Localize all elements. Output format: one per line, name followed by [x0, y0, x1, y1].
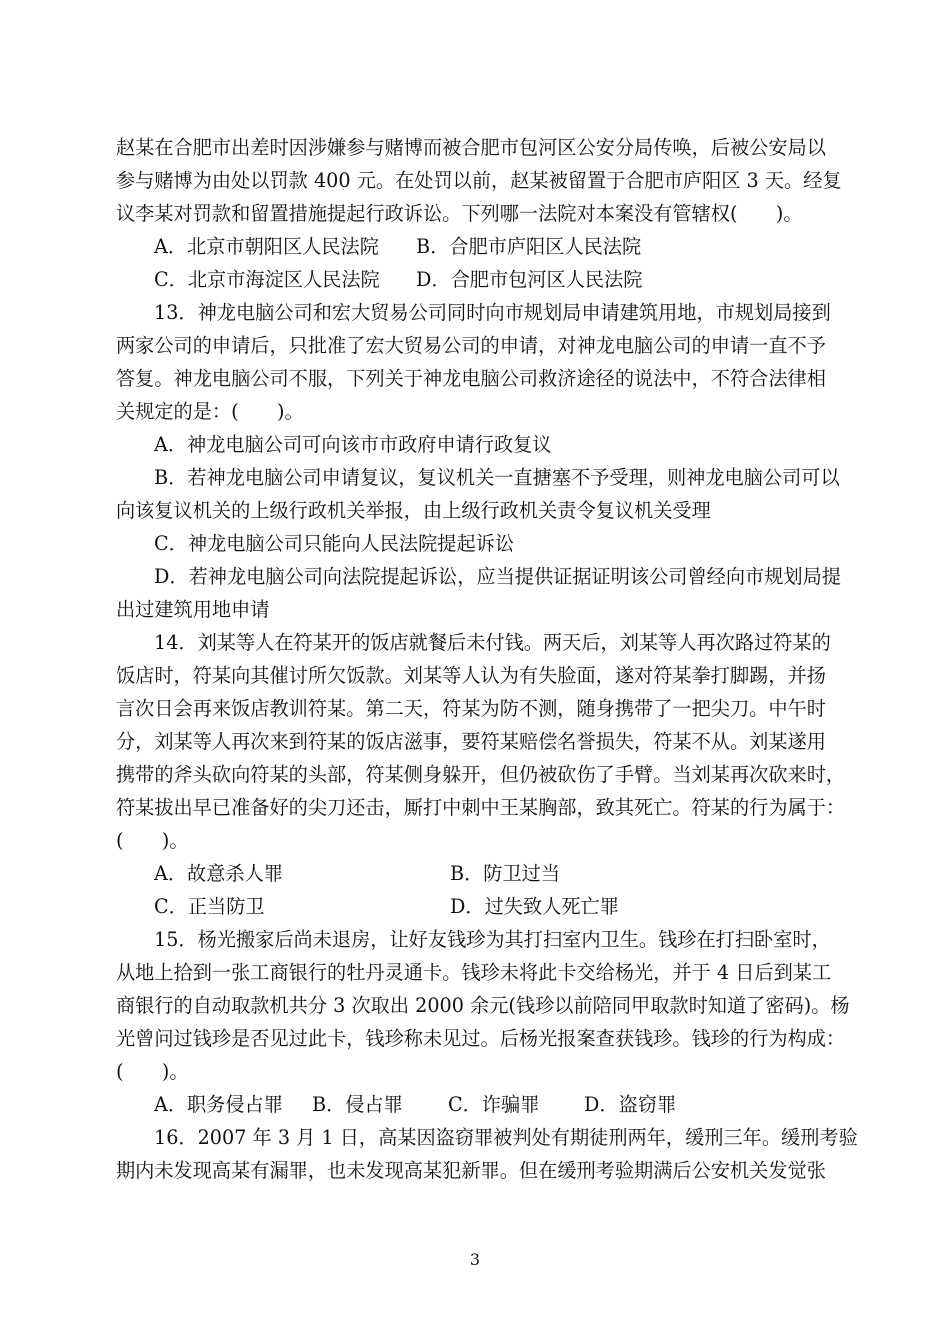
- q12-option-c: C．北京市海淀区人民法院: [154, 268, 380, 291]
- q14-option-c: C．正当防卫: [154, 895, 265, 918]
- q14-option-a: A．故意杀人罪: [154, 862, 283, 885]
- q15-stem-line: ( )。: [116, 1060, 189, 1083]
- q12-stem-line: 议李某对罚款和留置措施提起行政诉讼。下列哪一法院对本案没有管辖权( )。: [116, 202, 803, 225]
- q14-stem-line: 携带的斧头砍向符某的头部，符某侧身躲开，但仍被砍伤了手臂。当刘某再次砍来时，: [116, 763, 846, 786]
- q12-option-b: B．合肥市庐阳区人民法院: [416, 235, 642, 258]
- q13-stem-line: 关规定的是：( )。: [116, 400, 304, 423]
- q15-option-c: C．诈骗罪: [448, 1093, 540, 1116]
- q14-stem-line: 言次日会再来饭店教训符某。第二天，符某为防不测，随身携带了一把尖刀。中午时: [116, 697, 826, 720]
- q15-stem-line: 15．杨光搬家后尚未退房，让好友钱珍为其打扫室内卫生。钱珍在打扫卧室时，: [154, 928, 831, 951]
- q14-option-d: D．过失致人死亡罪: [450, 895, 619, 918]
- q12-options-row: [116, 263, 838, 296]
- q13-stem-line: 13．神龙电脑公司和宏大贸易公司同时向市规划局申请建筑用地，市规划局接到: [154, 301, 831, 324]
- q14-options-row: [116, 890, 838, 923]
- q15-option-b: B．侵占罪: [312, 1093, 403, 1116]
- q12-options-row: [116, 230, 838, 263]
- q16-stem-line: 16．2007 年 3 月 1 日，高某因盗窃罪被判处有期徒刑两年，缓刑三年。缓刑考验: [154, 1126, 858, 1149]
- q15-option-d: D．盗窃罪: [584, 1093, 677, 1116]
- q13-stem-line: 两家公司的申请后，只批准了宏大贸易公司的申请，对神龙电脑公司的申请一直不予: [116, 334, 826, 357]
- page-number: 3: [469, 1250, 481, 1269]
- q12-option-d: D．合肥市包河区人民法院: [416, 268, 643, 291]
- q12-stem-line: 参与赌博为由处以罚款 400 元。在处罚以前，赵某被留置于合肥市庐阳区 3 天。经复: [116, 169, 842, 192]
- q12-option-a: A．北京市朝阳区人民法院: [154, 235, 379, 258]
- q13-option-a: A．神龙电脑公司可向该市市政府申请行政复议: [154, 433, 552, 456]
- q14-stem-line: 14．刘某等人在符某开的饭店就餐后未付钱。两天后，刘某等人再次路过符某的: [154, 631, 831, 654]
- q13-option-c: C．神龙电脑公司只能向人民法院提起诉讼: [154, 532, 515, 555]
- q14-stem-line: 饭店时，符某向其催讨所欠饭款。刘某等人认为有失脸面，遂对符某拳打脚踢，并扬: [116, 664, 826, 687]
- q13-option-b: B．若神龙电脑公司申请复议，复议机关一直搪塞不予受理，则神龙电脑公司可以: [154, 466, 840, 489]
- q14-options-row: [116, 857, 838, 890]
- q14-stem-line: 分，刘某等人再次来到符某的饭店滋事，要符某赔偿名誉损失，符某不从。刘某遂用: [116, 730, 826, 753]
- q15-options-row: [116, 1088, 838, 1121]
- q13-stem-line: 答复。神龙电脑公司不服，下列关于神龙电脑公司救济途径的说法中，不符合法律相: [116, 367, 826, 390]
- q15-stem-line: 光曾问过钱珍是否见过此卡，钱珍称未见过。后杨光报案查获钱珍。钱珍的行为构成：: [116, 1027, 846, 1050]
- q13-option-d-continued: 出过建筑用地申请: [116, 598, 270, 621]
- q15-stem-line: 从地上拾到一张工商银行的牡丹灵通卡。钱珍未将此卡交给杨光，并于 4 日后到某工: [116, 961, 832, 984]
- q14-stem-line: 符某拔出早已准备好的尖刀还击，厮打中刺中王某胸部，致其死亡。符某的行为属于：: [116, 796, 846, 819]
- document-body: [116, 131, 858, 1187]
- q15-stem-line: 商银行的自动取款机共分 3 次取出 2000 余元(钱珍以前陪同甲取款时知道了密码)。杨: [116, 994, 850, 1017]
- q14-stem-line: ( )。: [116, 829, 189, 852]
- q16-stem-line: 期内未发现高某有漏罪，也未发现高某犯新罪。但在缓刑考验期满后公安机关发觉张: [116, 1159, 826, 1182]
- q13-option-b-continued: 向该复议机关的上级行政机关举报，由上级行政机关责令复议机关受理: [116, 499, 711, 522]
- q12-stem-line: 赵某在合肥市出差时因涉嫌参与赌博而被合肥市包河区公安分局传唤，后被公安局以: [116, 136, 826, 159]
- q14-option-b: B．防卫过当: [450, 862, 561, 885]
- q13-option-d: D．若神龙电脑公司向法院提起诉讼，应当提供证据证明该公司曾经向市规划局提: [154, 565, 841, 588]
- q15-option-a: A．职务侵占罪: [154, 1093, 283, 1116]
